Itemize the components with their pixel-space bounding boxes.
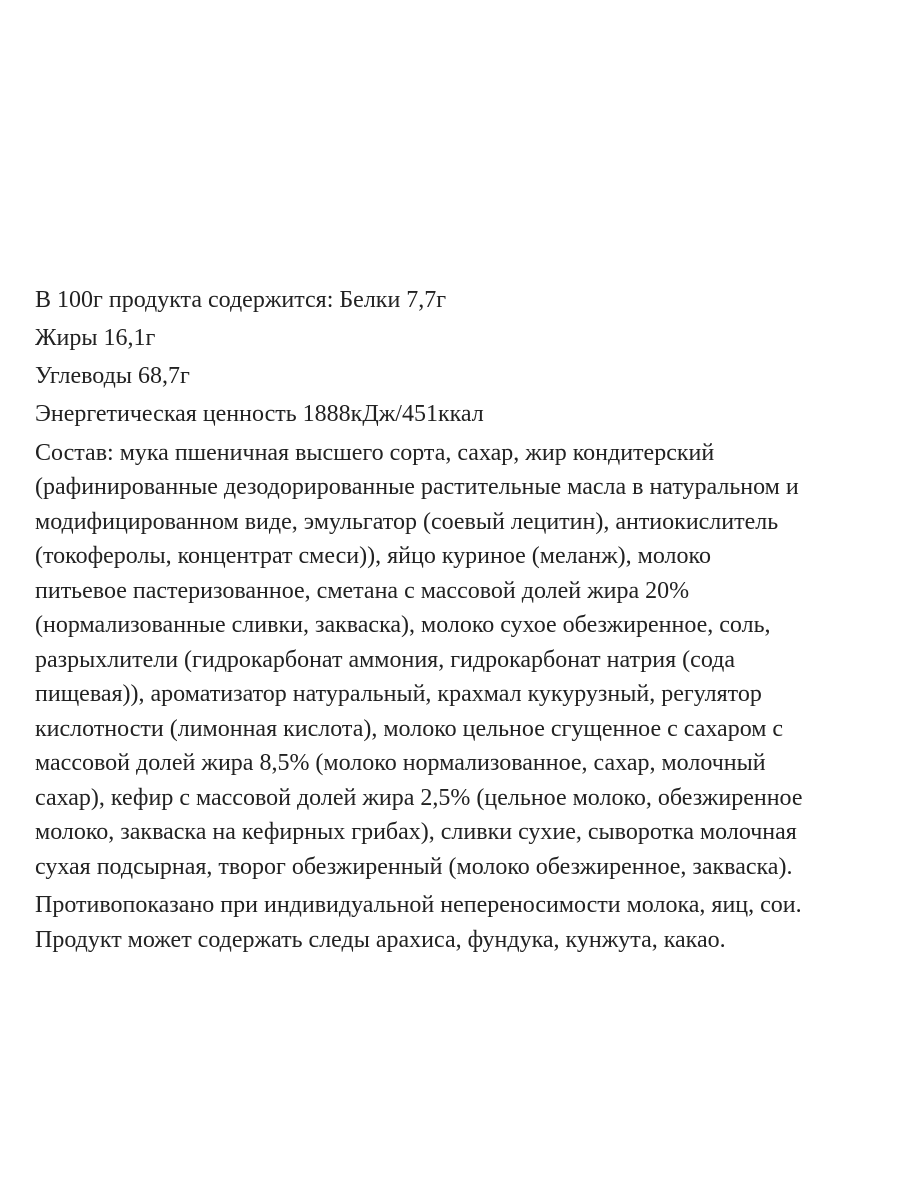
composition-line: (токоферолы, концентрат смеси)), яйцо куриное (меланж), молоко (35, 543, 711, 569)
composition-line: разрыхлители (гидрокарбонат аммония, гидрокарбонат натрия (сода (35, 646, 735, 673)
composition-line: сухая подсырная, творог обезжиренный (молоко обезжиренное, закваска). (35, 853, 793, 880)
nutrition-carbs-line: Углеводы 68,7г (35, 363, 190, 389)
composition-line: молоко, закваска на кефирных грибах), сливки сухие, сыворотка молочная (35, 819, 797, 845)
warning-line: Противопоказано при индивидуальной непереносимости молока, яиц, сои. (35, 892, 802, 918)
nutrition-energy-line: Энергетическая ценность 1888кДж/451ккал (35, 401, 484, 427)
warning-line: Продукт может содержать следы арахиса, фундука, кунжута, какао. (35, 926, 726, 953)
composition-line: питьевое пастеризованное, сметана с массовой долей жира 20% (35, 577, 690, 604)
composition-line: кислотности (лимонная кислота), молоко цельное сгущенное с сахаром с (35, 715, 784, 742)
composition-line: модифицированном виде, эмульгатор (соевый лецитин), антиокислитель (35, 508, 779, 535)
allergy-warning-paragraph (35, 888, 885, 957)
composition-line: сахар), кефир с массовой долей жира 2,5% (цельное молоко, обезжиренное (35, 784, 803, 811)
nutrition-protein-line: В 100г продукта содержится: Белки 7,7г (35, 287, 447, 313)
composition-line: (рафинированные дезодорированные растительные масла в натуральном и (35, 474, 799, 500)
composition-paragraph (35, 436, 885, 885)
composition-line: (нормализованные сливки, закваска), молоко сухое обезжиренное, соль, (35, 612, 771, 638)
composition-line: массовой долей жира 8,5% (молоко нормализованное, сахар, молочный (35, 750, 766, 776)
nutrition-fat-line: Жиры 16,1г (35, 325, 156, 351)
composition-line: Состав: мука пшеничная высшего сорта, сахар, жир кондитерский (35, 439, 715, 466)
product-info-document (35, 283, 885, 961)
composition-line: пищевая)), ароматизатор натуральный, крахмал кукурузный, регулятор (35, 681, 762, 707)
